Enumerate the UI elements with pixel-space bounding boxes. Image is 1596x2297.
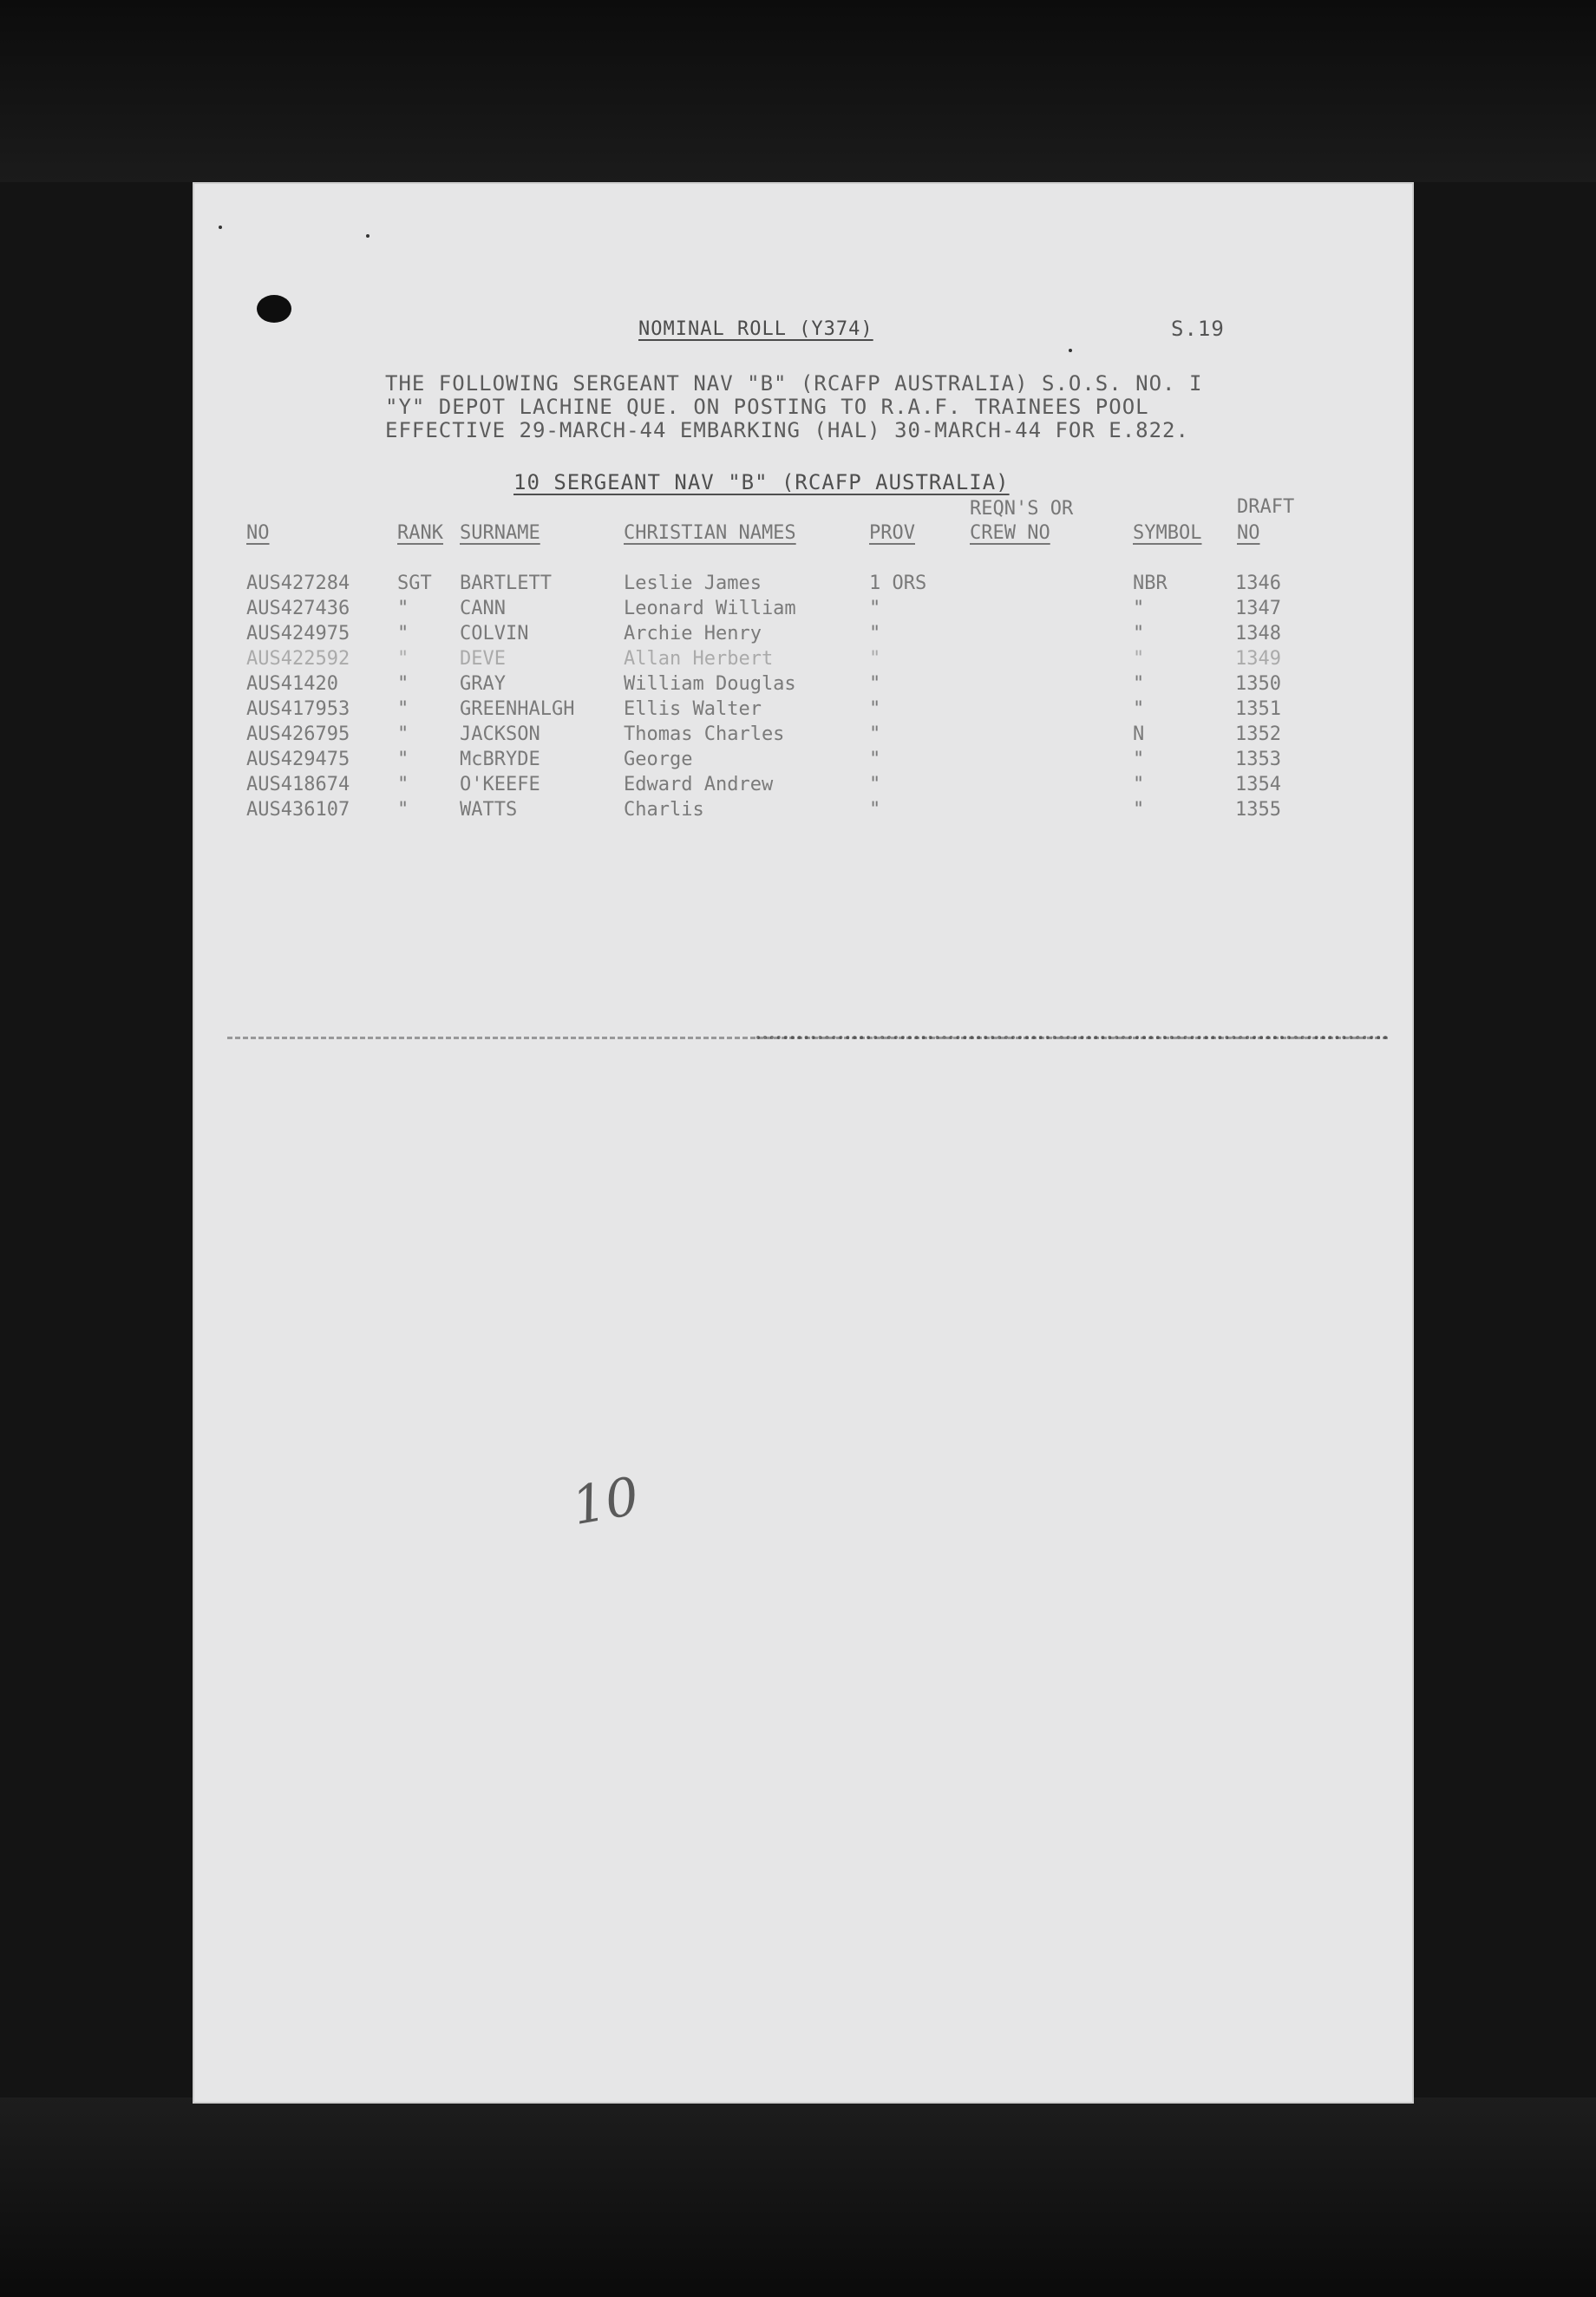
cell-symbol: " [1133, 623, 1145, 645]
table-row [193, 648, 1414, 673]
cell-no: AUS436107 [246, 799, 350, 821]
cell-no: AUS422592 [246, 648, 350, 670]
cell-symbol: N [1133, 723, 1145, 745]
cell-surname: GRAY [460, 673, 506, 695]
cell-surname: WATTS [460, 799, 518, 821]
col-header-reqn-top: REQN'S OR [970, 498, 1074, 520]
col-header-christian-names: CHRISTIAN NAMES [624, 522, 796, 544]
table-row [193, 774, 1414, 799]
cell-christian-names: Archie Henry [624, 623, 762, 645]
cell-draft-no: 1347 [1235, 598, 1281, 619]
dust-speck [366, 234, 370, 238]
table-row [193, 799, 1414, 824]
page-number: S.19 [1171, 317, 1225, 341]
cell-draft-no: 1354 [1235, 774, 1281, 795]
cell-surname: COLVIN [460, 623, 529, 645]
table-row [193, 673, 1414, 698]
punch-hole [257, 295, 291, 323]
cell-no: AUS429475 [246, 749, 350, 770]
col-header-reqn-bottom: CREW NO [970, 522, 1050, 544]
cell-draft-no: 1350 [1235, 673, 1281, 695]
cell-surname: BARTLETT [460, 573, 552, 594]
table-row [193, 623, 1414, 648]
cell-christian-names: George [624, 749, 693, 770]
cell-surname: CANN [460, 598, 506, 619]
cell-surname: GREENHALGH [460, 698, 575, 720]
cell-christian-names: Leonard William [624, 598, 796, 619]
cell-christian-names: William Douglas [624, 673, 796, 695]
page-title: NOMINAL ROLL (Y374) [638, 318, 873, 340]
col-header-surname: SURNAME [460, 522, 540, 544]
cell-prov: " [869, 774, 881, 795]
cell-rank: " [397, 673, 409, 695]
cell-symbol: " [1133, 648, 1145, 670]
cell-no: AUS424975 [246, 623, 350, 645]
cell-draft-no: 1353 [1235, 749, 1281, 770]
cell-christian-names: Ellis Walter [624, 698, 762, 720]
cell-rank: SGT [397, 573, 432, 594]
col-header-prov: PROV [869, 522, 915, 544]
cell-prov: " [869, 623, 881, 645]
cell-christian-names: Allan Herbert [624, 648, 774, 670]
cell-symbol: " [1133, 698, 1145, 720]
cell-no: AUS427436 [246, 598, 350, 619]
cell-christian-names: Leslie James [624, 573, 762, 594]
cell-rank: " [397, 598, 409, 619]
cell-surname: McBRYDE [460, 749, 540, 770]
cell-prov: " [869, 749, 881, 770]
cell-rank: " [397, 623, 409, 645]
cell-draft-no: 1346 [1235, 573, 1281, 594]
col-header-symbol: SYMBOL [1133, 522, 1202, 544]
intro-line-1: THE FOLLOWING SERGEANT NAV "B" (RCAFP AUSTRALIA) S.O.S. NO. I [385, 371, 1203, 396]
cell-prov: 1 ORS [869, 573, 927, 594]
col-header-draft-top: DRAFT [1237, 496, 1295, 518]
cell-surname: DEVE [460, 648, 506, 670]
section-subtitle: 10 SERGEANT NAV "B" (RCAFP AUSTRALIA) [513, 470, 1010, 494]
cell-prov: " [869, 799, 881, 821]
table-row [193, 698, 1414, 723]
cell-prov: " [869, 673, 881, 695]
table-row [193, 573, 1414, 598]
col-header-rank: RANK [397, 522, 443, 544]
cell-draft-no: 1348 [1235, 623, 1281, 645]
cell-christian-names: Edward Andrew [624, 774, 774, 795]
cell-no: AUS427284 [246, 573, 350, 594]
cell-rank: " [397, 648, 409, 670]
cell-prov: " [869, 698, 881, 720]
cell-no: AUS41420 [246, 673, 338, 695]
col-header-no: NO [246, 522, 270, 544]
handwritten-note: 10 [567, 1465, 644, 1538]
page-fold-mark [756, 1036, 1388, 1043]
cell-symbol: " [1133, 774, 1145, 795]
table-row [193, 598, 1414, 623]
cell-draft-no: 1351 [1235, 698, 1281, 720]
dust-speck [1069, 349, 1072, 352]
cell-rank: " [397, 723, 409, 745]
film-edge-bottom [0, 2097, 1596, 2297]
table-row [193, 749, 1414, 774]
film-edge-top [0, 0, 1596, 182]
col-header-draft-bottom: NO [1237, 522, 1260, 544]
intro-line-2: "Y" DEPOT LACHINE QUE. ON POSTING TO R.A.F. TRAINEES POOL [385, 395, 1149, 419]
cell-no: AUS418674 [246, 774, 350, 795]
cell-symbol: " [1133, 598, 1145, 619]
cell-no: AUS417953 [246, 698, 350, 720]
cell-prov: " [869, 598, 881, 619]
table-row [193, 723, 1414, 749]
dust-speck [219, 226, 222, 229]
cell-rank: " [397, 799, 409, 821]
cell-prov: " [869, 648, 881, 670]
intro-line-3: EFFECTIVE 29-MARCH-44 EMBARKING (HAL) 30-MARCH-44 FOR E.822. [385, 418, 1189, 442]
cell-prov: " [869, 723, 881, 745]
cell-draft-no: 1355 [1235, 799, 1281, 821]
cell-christian-names: Charlis [624, 799, 704, 821]
cell-surname: JACKSON [460, 723, 540, 745]
cell-symbol: NBR [1133, 573, 1168, 594]
cell-christian-names: Thomas Charles [624, 723, 785, 745]
cell-rank: " [397, 698, 409, 720]
cell-draft-no: 1349 [1235, 648, 1281, 670]
cell-rank: " [397, 774, 409, 795]
cell-symbol: " [1133, 749, 1145, 770]
cell-rank: " [397, 749, 409, 770]
document-page [193, 182, 1414, 2104]
cell-symbol: " [1133, 673, 1145, 695]
cell-symbol: " [1133, 799, 1145, 821]
cell-draft-no: 1352 [1235, 723, 1281, 745]
cell-no: AUS426795 [246, 723, 350, 745]
cell-surname: O'KEEFE [460, 774, 540, 795]
